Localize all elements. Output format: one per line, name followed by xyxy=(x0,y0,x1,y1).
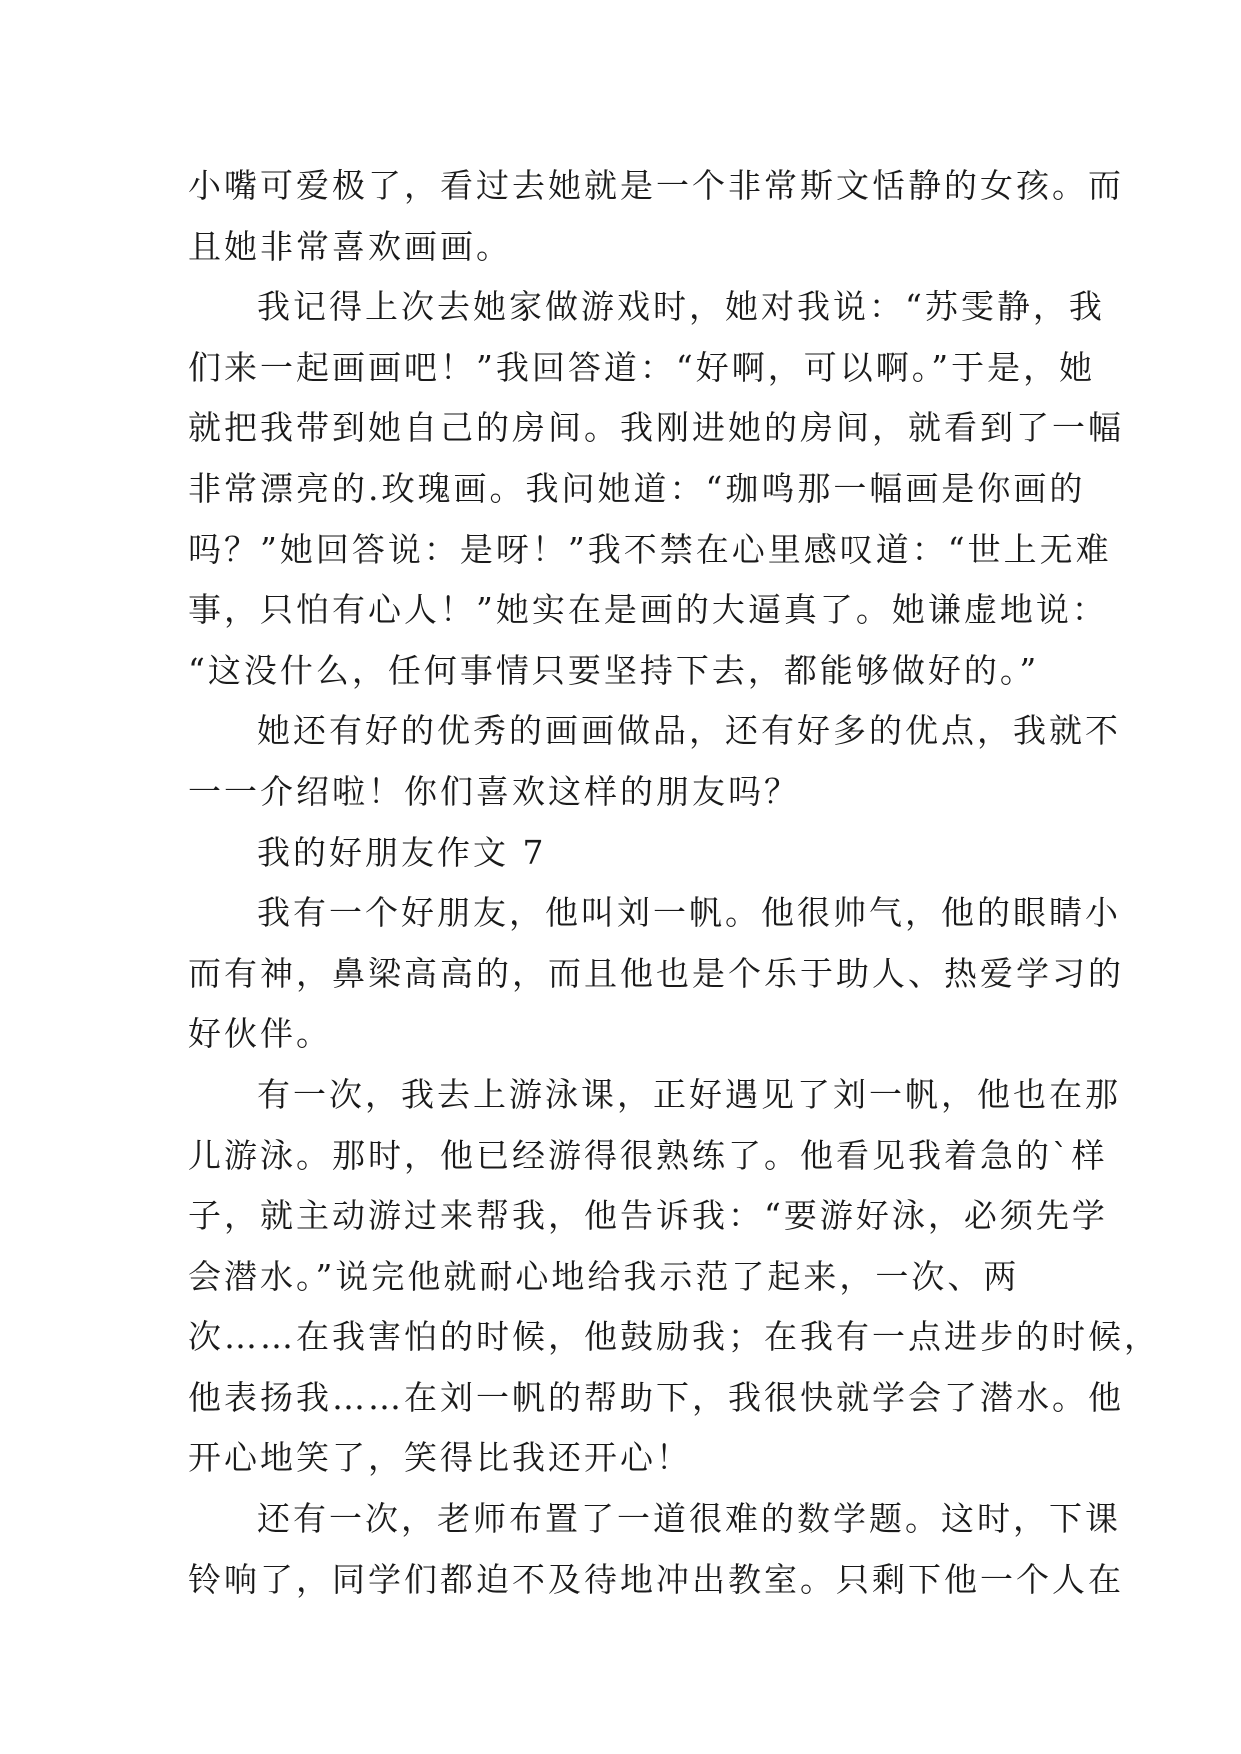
text-line: 次……在我害怕的时候，他鼓励我；在我有一点进步的时候， xyxy=(188,1317,1160,1357)
text-line: 铃响了，同学们都迫不及待地冲出教室。只剩下他一个人在 xyxy=(188,1559,1124,1599)
paragraph-start-line: 我记得上次去她家做游戏时，她对我说：“苏雯静，我 xyxy=(257,287,1105,327)
text-line: 开心地笑了，笑得比我还开心！ xyxy=(188,1438,692,1478)
text-line: 们来一起画画吧！”我回答道：“好啊，可以啊。”于是，她 xyxy=(188,347,1096,387)
text-line: 事，只怕有心人！”她实在是画的大逼真了。她谦虚地说： xyxy=(188,590,1108,630)
text-line: 儿游泳。那时，他已经游得很熟练了。他看见我着急的`样 xyxy=(188,1135,1108,1175)
paragraph-start-line: 我有一个好朋友，他叫刘一帆。他很帅气，他的眼睛小 xyxy=(257,893,1121,933)
text-line: “这没什么，任何事情只要坚持下去，都能够做好的。” xyxy=(188,650,1040,690)
text-line: 他表扬我……在刘一帆的帮助下，我很快就学会了潜水。他 xyxy=(188,1377,1124,1417)
text-line: 而有神，鼻梁高高的，而且他也是个乐于助人、热爱学习的 xyxy=(188,953,1124,993)
text-line: 好伙伴。 xyxy=(188,1014,332,1054)
text-line: 子，就主动游过来帮我，他告诉我：“要游好泳，必须先学 xyxy=(188,1196,1108,1236)
paragraph-start-line: 她还有好的优秀的画画做品，还有好多的优点，我就不 xyxy=(257,711,1121,751)
section-heading: 我的好朋友作文 7 xyxy=(257,832,547,872)
paragraph-start-line: 还有一次，老师布置了一道很难的数学题。这时，下课 xyxy=(257,1499,1121,1539)
text-line: 一一介绍啦！你们喜欢这样的朋友吗？ xyxy=(188,771,800,811)
text-line: 非常漂亮的.玫瑰画。我问她道：“珈鸣那一幅画是你画的 xyxy=(188,468,1086,508)
text-line: 会潜水。”说完他就耐心地给我示范了起来，一次、两 xyxy=(188,1256,1020,1296)
text-line: 吗？”她回答说：是呀！”我不禁在心里感叹道：“世上无难 xyxy=(188,529,1112,569)
paragraph-start-line: 有一次，我去上游泳课，正好遇见了刘一帆，他也在那 xyxy=(257,1074,1121,1114)
text-line: 就把我带到她自己的房间。我刚进她的房间，就看到了一幅 xyxy=(188,408,1124,448)
text-line: 且她非常喜欢画画。 xyxy=(188,226,512,266)
essay-body xyxy=(188,156,1160,1610)
text-line: 小嘴可爱极了，看过去她就是一个非常斯文恬静的女孩。而 xyxy=(188,166,1124,205)
